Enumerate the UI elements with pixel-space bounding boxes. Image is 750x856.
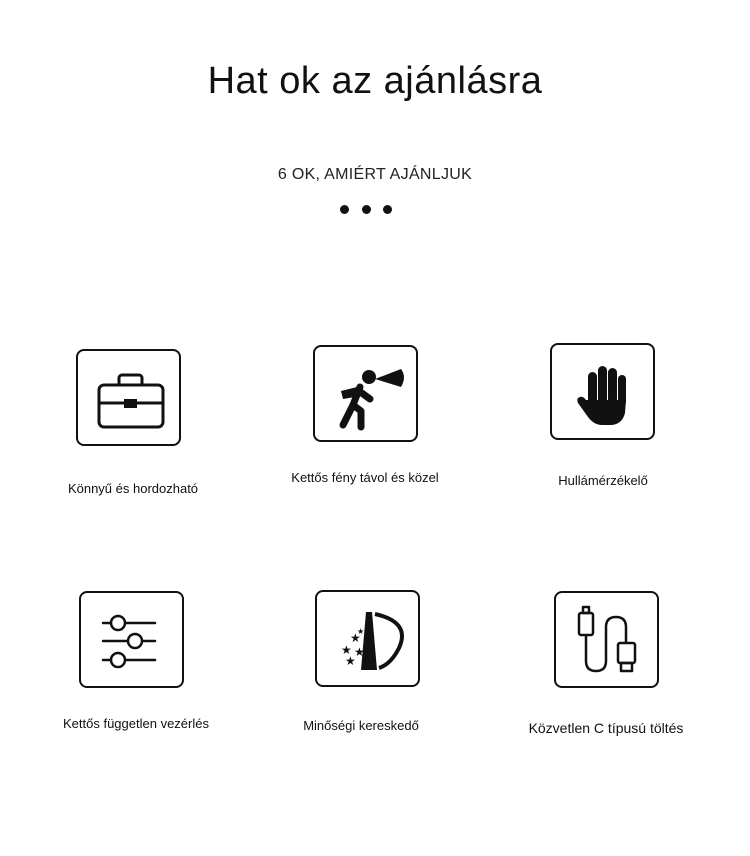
feature-card-quality [315, 590, 420, 687]
feature-card-wave-sensor [550, 343, 655, 440]
quality-star-road-icon [317, 592, 422, 689]
sliders-icon [81, 593, 186, 690]
svg-text:★: ★ [350, 631, 361, 645]
feature-label-usb-c: Közvetlen C típusú töltés [528, 720, 684, 736]
feature-label-portable: Könnyű és hordozható [67, 481, 199, 496]
feature-label-dual-light: Kettős fény távol és közel [291, 470, 439, 485]
feature-label-dual-control: Kettős független vezérlés [63, 716, 209, 731]
dot [383, 205, 392, 214]
svg-text:★: ★ [354, 645, 365, 659]
dot [340, 205, 349, 214]
headlamp-person-icon [315, 347, 420, 444]
feature-card-usb-c [554, 591, 659, 688]
feature-label-wave-sensor: Hullámérzékelő [558, 473, 648, 488]
svg-text:★: ★ [357, 627, 365, 636]
svg-text:★: ★ [345, 654, 356, 668]
dots-divider [340, 205, 392, 215]
svg-text:★: ★ [341, 643, 352, 657]
dot [362, 205, 371, 214]
page-subtitle: 6 OK, AMIÉRT AJÁNLJUK [277, 166, 473, 183]
usb-c-cable-icon [556, 593, 661, 690]
feature-card-dual-light [313, 345, 418, 442]
feature-card-portable [76, 349, 181, 446]
briefcase-icon [78, 351, 183, 448]
page-title: Hat ok az ajánlásra [207, 60, 543, 102]
feature-label-quality: Minőségi kereskedő [303, 718, 419, 733]
hand-icon [552, 345, 657, 442]
feature-card-dual-control [79, 591, 184, 688]
